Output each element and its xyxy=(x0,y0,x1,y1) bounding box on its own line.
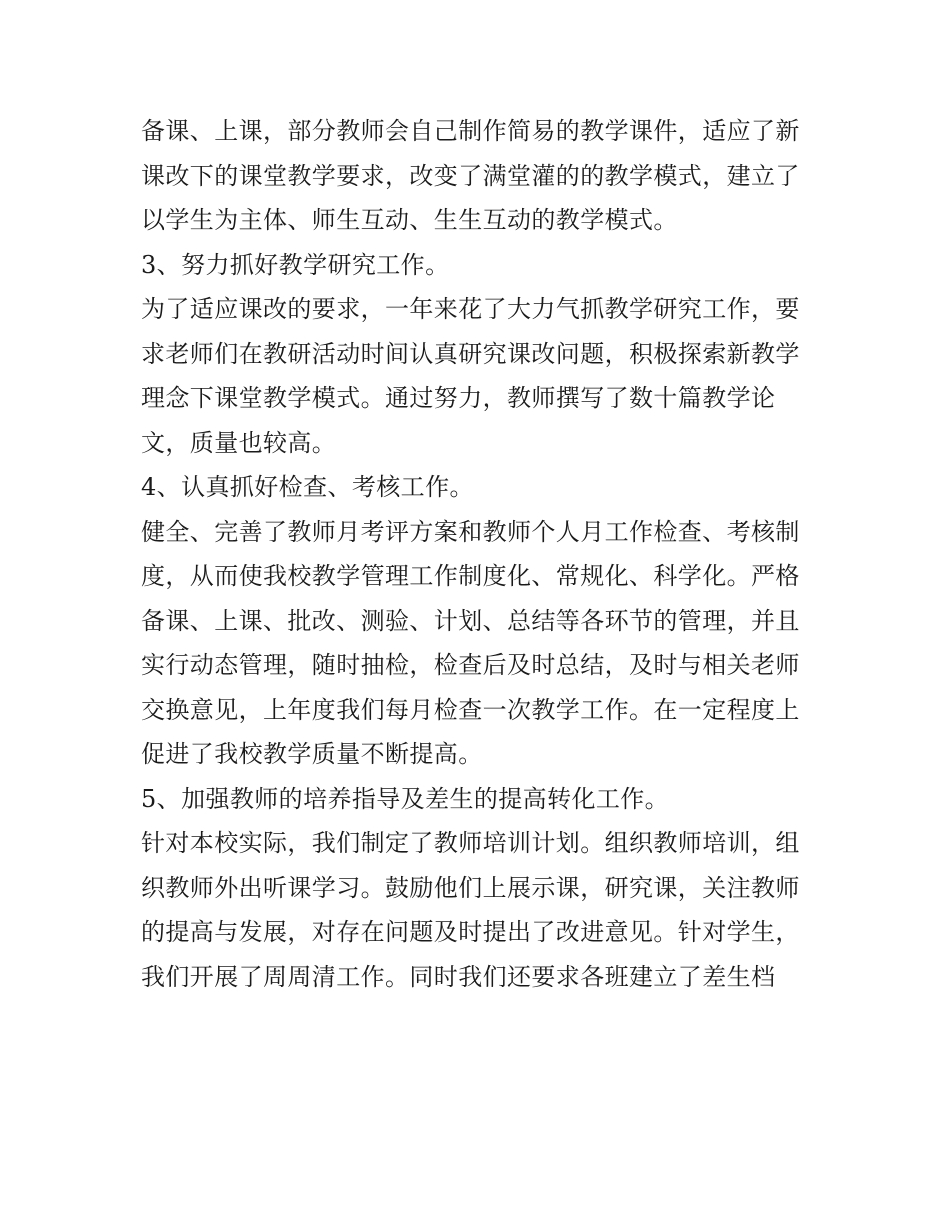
text-line: 度，从而使我校教学管理工作制度化、常规化、科学化。严格 xyxy=(141,562,800,590)
text-line: 我们开展了周周清工作。同时我们还要求各班建立了差生档 xyxy=(141,962,776,991)
text-line: 备课、上课、批改、测验、计划、总结等各环节的管理，并且 xyxy=(141,606,800,635)
text-line: 健全、完善了教师月考评方案和教师个人月工作检查、考核制 xyxy=(141,517,800,546)
text-line: 备课、上课，部分教师会自己制作简易的教学课件，适应了新 xyxy=(141,117,800,145)
text-line: 课改下的课堂教学要求，改变了满堂灌的的教学模式，建立了 xyxy=(141,161,800,190)
document-body xyxy=(141,109,821,999)
text-line: 促进了我校教学质量不断提高。 xyxy=(141,740,483,768)
text-line: 求老师们在教研活动时间认真研究课改问题，积极探索新教学 xyxy=(141,339,800,368)
text-line: 实行动态管理，随时抽检，检查后及时总结，及时与相关老师 xyxy=(141,651,800,679)
text-line: 为了适应课改的要求，一年来花了大力气抓教学研究工作，要 xyxy=(141,295,800,323)
text-line: 文，质量也较高。 xyxy=(141,428,337,457)
text-line: 的提高与发展，对存在问题及时提出了改进意见。针对学生， xyxy=(141,918,800,946)
text-line: 理念下课堂教学模式。通过努力，教师撰写了数十篇教学论 xyxy=(141,384,776,412)
text-line: 以学生为主体、师生互动、生生互动的教学模式。 xyxy=(141,206,678,234)
section-heading: 3、努力抓好教学研究工作。 xyxy=(141,250,450,279)
text-line: 织教师外出听课学习。鼓励他们上展示课，研究课，关注教师 xyxy=(141,873,800,902)
text-line: 针对本校实际，我们制定了教师培训计划。组织教师培训，组 xyxy=(141,829,800,857)
section-heading: 4、认真抓好检查、考核工作。 xyxy=(141,473,474,501)
section-heading: 5、加强教师的培养指导及差生的提高转化工作。 xyxy=(141,784,670,813)
text-line: 交换意见，上年度我们每月检查一次教学工作。在一定程度上 xyxy=(141,695,800,724)
